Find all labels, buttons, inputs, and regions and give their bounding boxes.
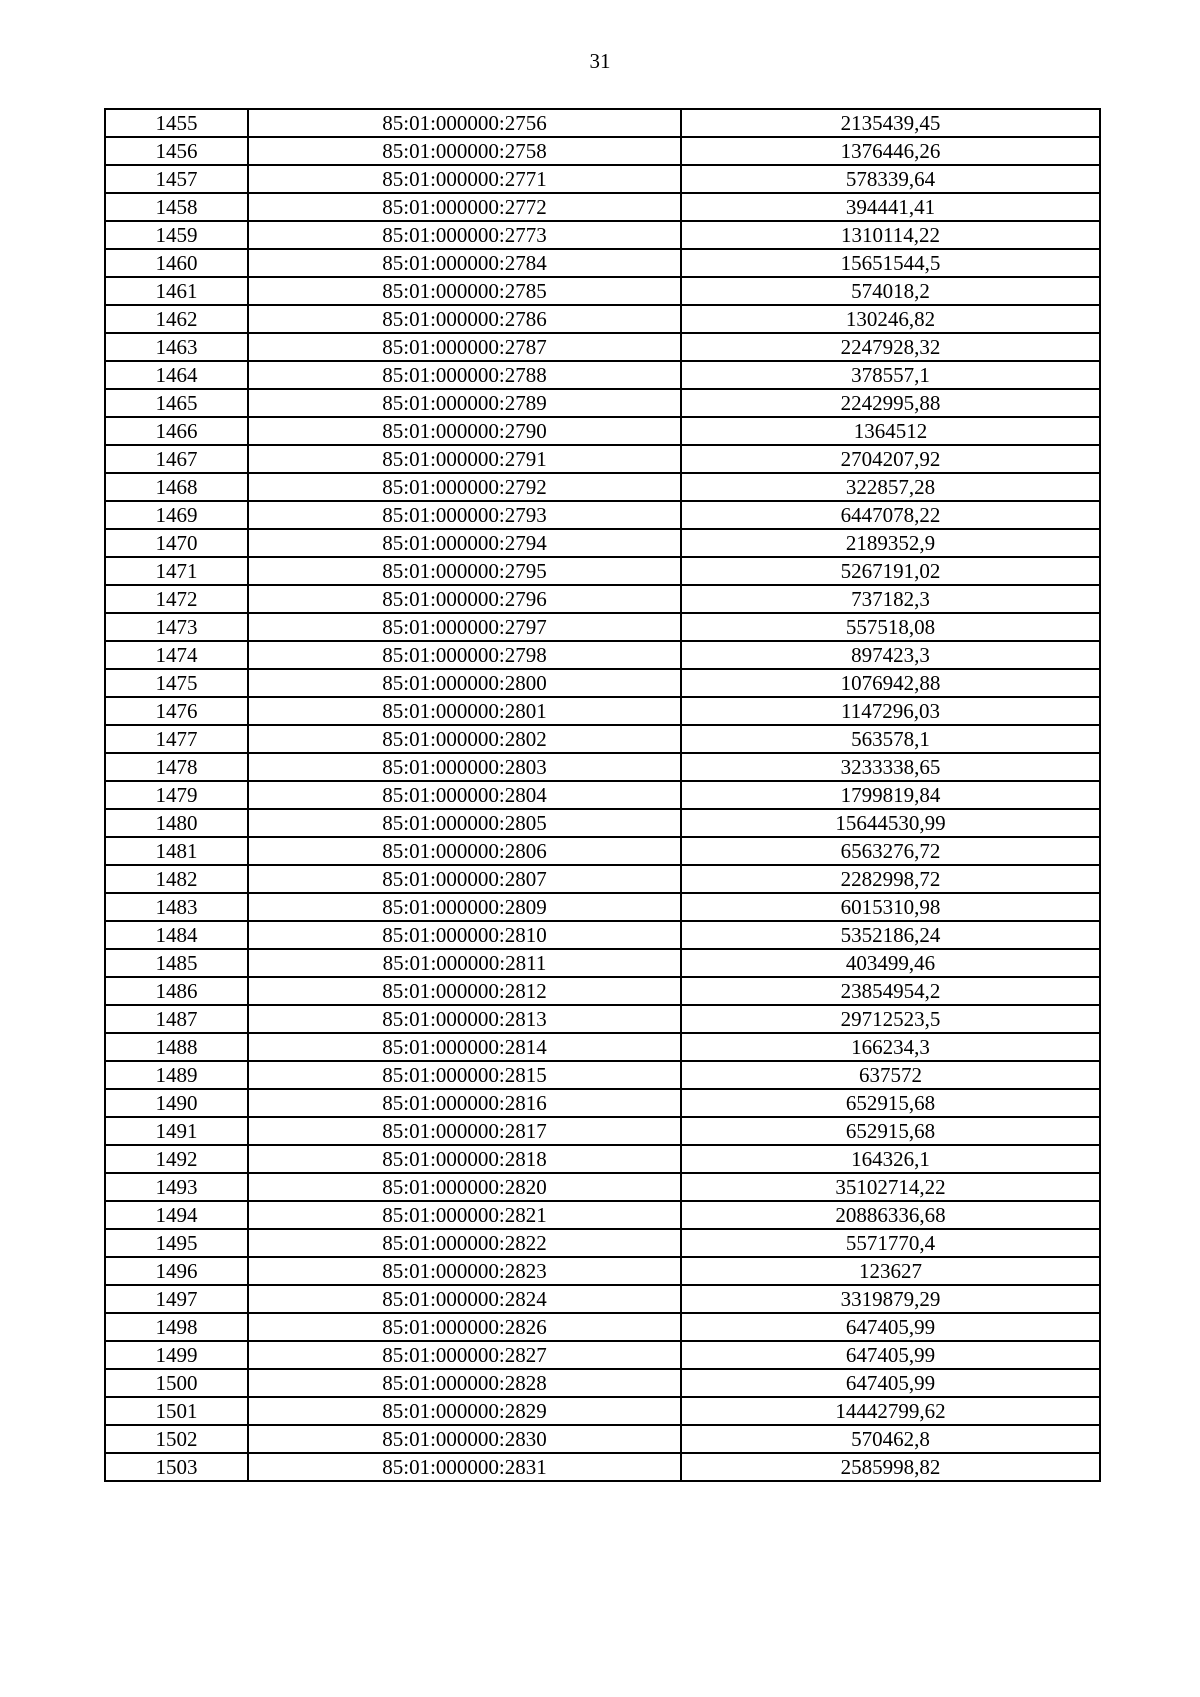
row-number-cell: 1460 bbox=[105, 249, 248, 277]
cadastral-number-cell: 85:01:000000:2793 bbox=[248, 501, 681, 529]
value-cell: 2247928,32 bbox=[681, 333, 1100, 361]
cadastral-number-cell: 85:01:000000:2798 bbox=[248, 641, 681, 669]
table-row bbox=[105, 221, 1100, 249]
cadastral-number-cell: 85:01:000000:2786 bbox=[248, 305, 681, 333]
row-number-cell: 1486 bbox=[105, 977, 248, 1005]
table-row bbox=[105, 165, 1100, 193]
row-number-cell: 1481 bbox=[105, 837, 248, 865]
row-number-cell: 1497 bbox=[105, 1285, 248, 1313]
value-cell: 1376446,26 bbox=[681, 137, 1100, 165]
row-number-cell: 1482 bbox=[105, 865, 248, 893]
cadastral-number-cell: 85:01:000000:2792 bbox=[248, 473, 681, 501]
cadastral-number-cell: 85:01:000000:2801 bbox=[248, 697, 681, 725]
cadastral-number-cell: 85:01:000000:2810 bbox=[248, 921, 681, 949]
cadastral-number-cell: 85:01:000000:2773 bbox=[248, 221, 681, 249]
table-row bbox=[105, 921, 1100, 949]
table-row bbox=[105, 725, 1100, 753]
cadastral-number-cell: 85:01:000000:2795 bbox=[248, 557, 681, 585]
table-row bbox=[105, 781, 1100, 809]
value-cell: 574018,2 bbox=[681, 277, 1100, 305]
cadastral-number-cell: 85:01:000000:2829 bbox=[248, 1397, 681, 1425]
table-row bbox=[105, 529, 1100, 557]
table-row bbox=[105, 1033, 1100, 1061]
cadastral-number-cell: 85:01:000000:2820 bbox=[248, 1173, 681, 1201]
value-cell: 2135439,45 bbox=[681, 109, 1100, 137]
cadastral-number-cell: 85:01:000000:2807 bbox=[248, 865, 681, 893]
cadastral-number-cell: 85:01:000000:2790 bbox=[248, 417, 681, 445]
value-cell: 3233338,65 bbox=[681, 753, 1100, 781]
table-row bbox=[105, 1341, 1100, 1369]
row-number-cell: 1500 bbox=[105, 1369, 248, 1397]
table-row bbox=[105, 361, 1100, 389]
table-row bbox=[105, 249, 1100, 277]
value-cell: 563578,1 bbox=[681, 725, 1100, 753]
table-row bbox=[105, 1201, 1100, 1229]
table-row bbox=[105, 697, 1100, 725]
value-cell: 2282998,72 bbox=[681, 865, 1100, 893]
cadastral-number-cell: 85:01:000000:2818 bbox=[248, 1145, 681, 1173]
row-number-cell: 1499 bbox=[105, 1341, 248, 1369]
table-row bbox=[105, 1089, 1100, 1117]
cadastral-number-cell: 85:01:000000:2813 bbox=[248, 1005, 681, 1033]
value-cell: 647405,99 bbox=[681, 1369, 1100, 1397]
row-number-cell: 1503 bbox=[105, 1453, 248, 1481]
row-number-cell: 1498 bbox=[105, 1313, 248, 1341]
row-number-cell: 1492 bbox=[105, 1145, 248, 1173]
value-cell: 15651544,5 bbox=[681, 249, 1100, 277]
cadastral-number-cell: 85:01:000000:2788 bbox=[248, 361, 681, 389]
cadastral-number-cell: 85:01:000000:2796 bbox=[248, 585, 681, 613]
value-cell: 322857,28 bbox=[681, 473, 1100, 501]
table-row bbox=[105, 1257, 1100, 1285]
cadastral-number-cell: 85:01:000000:2812 bbox=[248, 977, 681, 1005]
value-cell: 123627 bbox=[681, 1257, 1100, 1285]
value-cell: 2242995,88 bbox=[681, 389, 1100, 417]
value-cell: 557518,08 bbox=[681, 613, 1100, 641]
row-number-cell: 1490 bbox=[105, 1089, 248, 1117]
table-row bbox=[105, 613, 1100, 641]
value-cell: 378557,1 bbox=[681, 361, 1100, 389]
row-number-cell: 1465 bbox=[105, 389, 248, 417]
value-cell: 3319879,29 bbox=[681, 1285, 1100, 1313]
table-row bbox=[105, 305, 1100, 333]
value-cell: 35102714,22 bbox=[681, 1173, 1100, 1201]
value-cell: 20886336,68 bbox=[681, 1201, 1100, 1229]
table-row bbox=[105, 333, 1100, 361]
row-number-cell: 1477 bbox=[105, 725, 248, 753]
row-number-cell: 1476 bbox=[105, 697, 248, 725]
page-number: 31 bbox=[589, 49, 611, 73]
row-number-cell: 1479 bbox=[105, 781, 248, 809]
table-row bbox=[105, 641, 1100, 669]
value-cell: 6015310,98 bbox=[681, 893, 1100, 921]
value-cell: 1310114,22 bbox=[681, 221, 1100, 249]
row-number-cell: 1502 bbox=[105, 1425, 248, 1453]
value-cell: 15644530,99 bbox=[681, 809, 1100, 837]
table-row bbox=[105, 669, 1100, 697]
row-number-cell: 1488 bbox=[105, 1033, 248, 1061]
row-number-cell: 1456 bbox=[105, 137, 248, 165]
value-cell: 652915,68 bbox=[681, 1117, 1100, 1145]
value-cell: 1147296,03 bbox=[681, 697, 1100, 725]
cadastral-number-cell: 85:01:000000:2811 bbox=[248, 949, 681, 977]
row-number-cell: 1480 bbox=[105, 809, 248, 837]
value-cell: 2189352,9 bbox=[681, 529, 1100, 557]
row-number-cell: 1475 bbox=[105, 669, 248, 697]
table-row bbox=[105, 389, 1100, 417]
cadastral-number-cell: 85:01:000000:2789 bbox=[248, 389, 681, 417]
value-cell: 647405,99 bbox=[681, 1313, 1100, 1341]
row-number-cell: 1478 bbox=[105, 753, 248, 781]
table-row bbox=[105, 109, 1100, 137]
row-number-cell: 1471 bbox=[105, 557, 248, 585]
value-cell: 14442799,62 bbox=[681, 1397, 1100, 1425]
row-number-cell: 1494 bbox=[105, 1201, 248, 1229]
value-cell: 647405,99 bbox=[681, 1341, 1100, 1369]
table-row bbox=[105, 1369, 1100, 1397]
cadastral-number-cell: 85:01:000000:2809 bbox=[248, 893, 681, 921]
cadastral-number-cell: 85:01:000000:2803 bbox=[248, 753, 681, 781]
table-row bbox=[105, 1453, 1100, 1481]
cadastral-number-cell: 85:01:000000:2785 bbox=[248, 277, 681, 305]
value-cell: 570462,8 bbox=[681, 1425, 1100, 1453]
table-row bbox=[105, 417, 1100, 445]
table-row bbox=[105, 753, 1100, 781]
cadastral-number-cell: 85:01:000000:2815 bbox=[248, 1061, 681, 1089]
cadastral-number-cell: 85:01:000000:2824 bbox=[248, 1285, 681, 1313]
table-row bbox=[105, 277, 1100, 305]
table-row bbox=[105, 193, 1100, 221]
cadastral-number-cell: 85:01:000000:2758 bbox=[248, 137, 681, 165]
value-cell: 23854954,2 bbox=[681, 977, 1100, 1005]
value-cell: 5267191,02 bbox=[681, 557, 1100, 585]
row-number-cell: 1474 bbox=[105, 641, 248, 669]
table-row bbox=[105, 977, 1100, 1005]
table-row bbox=[105, 137, 1100, 165]
value-cell: 6563276,72 bbox=[681, 837, 1100, 865]
cadastral-number-cell: 85:01:000000:2787 bbox=[248, 333, 681, 361]
cadastral-number-cell: 85:01:000000:2822 bbox=[248, 1229, 681, 1257]
cadastral-number-cell: 85:01:000000:2828 bbox=[248, 1369, 681, 1397]
value-cell: 737182,3 bbox=[681, 585, 1100, 613]
table-row bbox=[105, 557, 1100, 585]
cadastral-number-cell: 85:01:000000:2771 bbox=[248, 165, 681, 193]
value-cell: 29712523,5 bbox=[681, 1005, 1100, 1033]
row-number-cell: 1462 bbox=[105, 305, 248, 333]
value-cell: 1799819,84 bbox=[681, 781, 1100, 809]
table-body bbox=[105, 109, 1100, 1481]
table-row bbox=[105, 1061, 1100, 1089]
table-row bbox=[105, 1145, 1100, 1173]
row-number-cell: 1483 bbox=[105, 893, 248, 921]
cadastral-number-cell: 85:01:000000:2784 bbox=[248, 249, 681, 277]
value-cell: 130246,82 bbox=[681, 305, 1100, 333]
value-cell: 897423,3 bbox=[681, 641, 1100, 669]
table-row bbox=[105, 949, 1100, 977]
table-row bbox=[105, 1313, 1100, 1341]
row-number-cell: 1461 bbox=[105, 277, 248, 305]
row-number-cell: 1459 bbox=[105, 221, 248, 249]
value-cell: 5571770,4 bbox=[681, 1229, 1100, 1257]
cadastral-number-cell: 85:01:000000:2823 bbox=[248, 1257, 681, 1285]
table-row bbox=[105, 837, 1100, 865]
cadastral-number-cell: 85:01:000000:2797 bbox=[248, 613, 681, 641]
cadastral-number-cell: 85:01:000000:2826 bbox=[248, 1313, 681, 1341]
row-number-cell: 1457 bbox=[105, 165, 248, 193]
row-number-cell: 1455 bbox=[105, 109, 248, 137]
value-cell: 578339,64 bbox=[681, 165, 1100, 193]
cadastral-number-cell: 85:01:000000:2800 bbox=[248, 669, 681, 697]
cadastral-number-cell: 85:01:000000:2814 bbox=[248, 1033, 681, 1061]
cadastral-number-cell: 85:01:000000:2805 bbox=[248, 809, 681, 837]
cadastral-number-cell: 85:01:000000:2831 bbox=[248, 1453, 681, 1481]
data-table bbox=[104, 108, 1101, 1482]
table-row bbox=[105, 1005, 1100, 1033]
value-cell: 394441,41 bbox=[681, 193, 1100, 221]
table-row bbox=[105, 1425, 1100, 1453]
row-number-cell: 1485 bbox=[105, 949, 248, 977]
row-number-cell: 1458 bbox=[105, 193, 248, 221]
table-row bbox=[105, 893, 1100, 921]
row-number-cell: 1470 bbox=[105, 529, 248, 557]
cadastral-number-cell: 85:01:000000:2830 bbox=[248, 1425, 681, 1453]
row-number-cell: 1487 bbox=[105, 1005, 248, 1033]
value-cell: 403499,46 bbox=[681, 949, 1100, 977]
cadastral-number-cell: 85:01:000000:2802 bbox=[248, 725, 681, 753]
row-number-cell: 1493 bbox=[105, 1173, 248, 1201]
value-cell: 164326,1 bbox=[681, 1145, 1100, 1173]
row-number-cell: 1489 bbox=[105, 1061, 248, 1089]
cadastral-number-cell: 85:01:000000:2756 bbox=[248, 109, 681, 137]
row-number-cell: 1501 bbox=[105, 1397, 248, 1425]
table-row bbox=[105, 1117, 1100, 1145]
value-cell: 2585998,82 bbox=[681, 1453, 1100, 1481]
row-number-cell: 1468 bbox=[105, 473, 248, 501]
value-cell: 1076942,88 bbox=[681, 669, 1100, 697]
row-number-cell: 1466 bbox=[105, 417, 248, 445]
table-row bbox=[105, 585, 1100, 613]
value-cell: 652915,68 bbox=[681, 1089, 1100, 1117]
table-row bbox=[105, 445, 1100, 473]
cadastral-number-cell: 85:01:000000:2827 bbox=[248, 1341, 681, 1369]
row-number-cell: 1463 bbox=[105, 333, 248, 361]
cadastral-number-cell: 85:01:000000:2817 bbox=[248, 1117, 681, 1145]
row-number-cell: 1467 bbox=[105, 445, 248, 473]
table-row bbox=[105, 865, 1100, 893]
table-row bbox=[105, 1285, 1100, 1313]
row-number-cell: 1484 bbox=[105, 921, 248, 949]
value-cell: 637572 bbox=[681, 1061, 1100, 1089]
table-row bbox=[105, 809, 1100, 837]
row-number-cell: 1472 bbox=[105, 585, 248, 613]
cadastral-number-cell: 85:01:000000:2794 bbox=[248, 529, 681, 557]
cadastral-number-cell: 85:01:000000:2804 bbox=[248, 781, 681, 809]
row-number-cell: 1495 bbox=[105, 1229, 248, 1257]
value-cell: 166234,3 bbox=[681, 1033, 1100, 1061]
value-cell: 5352186,24 bbox=[681, 921, 1100, 949]
row-number-cell: 1491 bbox=[105, 1117, 248, 1145]
row-number-cell: 1473 bbox=[105, 613, 248, 641]
row-number-cell: 1469 bbox=[105, 501, 248, 529]
cadastral-number-cell: 85:01:000000:2816 bbox=[248, 1089, 681, 1117]
cadastral-number-cell: 85:01:000000:2791 bbox=[248, 445, 681, 473]
cadastral-number-cell: 85:01:000000:2772 bbox=[248, 193, 681, 221]
cadastral-number-cell: 85:01:000000:2806 bbox=[248, 837, 681, 865]
table-row bbox=[105, 1173, 1100, 1201]
table-row bbox=[105, 1229, 1100, 1257]
value-cell: 1364512 bbox=[681, 417, 1100, 445]
row-number-cell: 1464 bbox=[105, 361, 248, 389]
table-row bbox=[105, 1397, 1100, 1425]
cadastral-number-cell: 85:01:000000:2821 bbox=[248, 1201, 681, 1229]
row-number-cell: 1496 bbox=[105, 1257, 248, 1285]
table-row bbox=[105, 473, 1100, 501]
value-cell: 2704207,92 bbox=[681, 445, 1100, 473]
value-cell: 6447078,22 bbox=[681, 501, 1100, 529]
table-row bbox=[105, 501, 1100, 529]
